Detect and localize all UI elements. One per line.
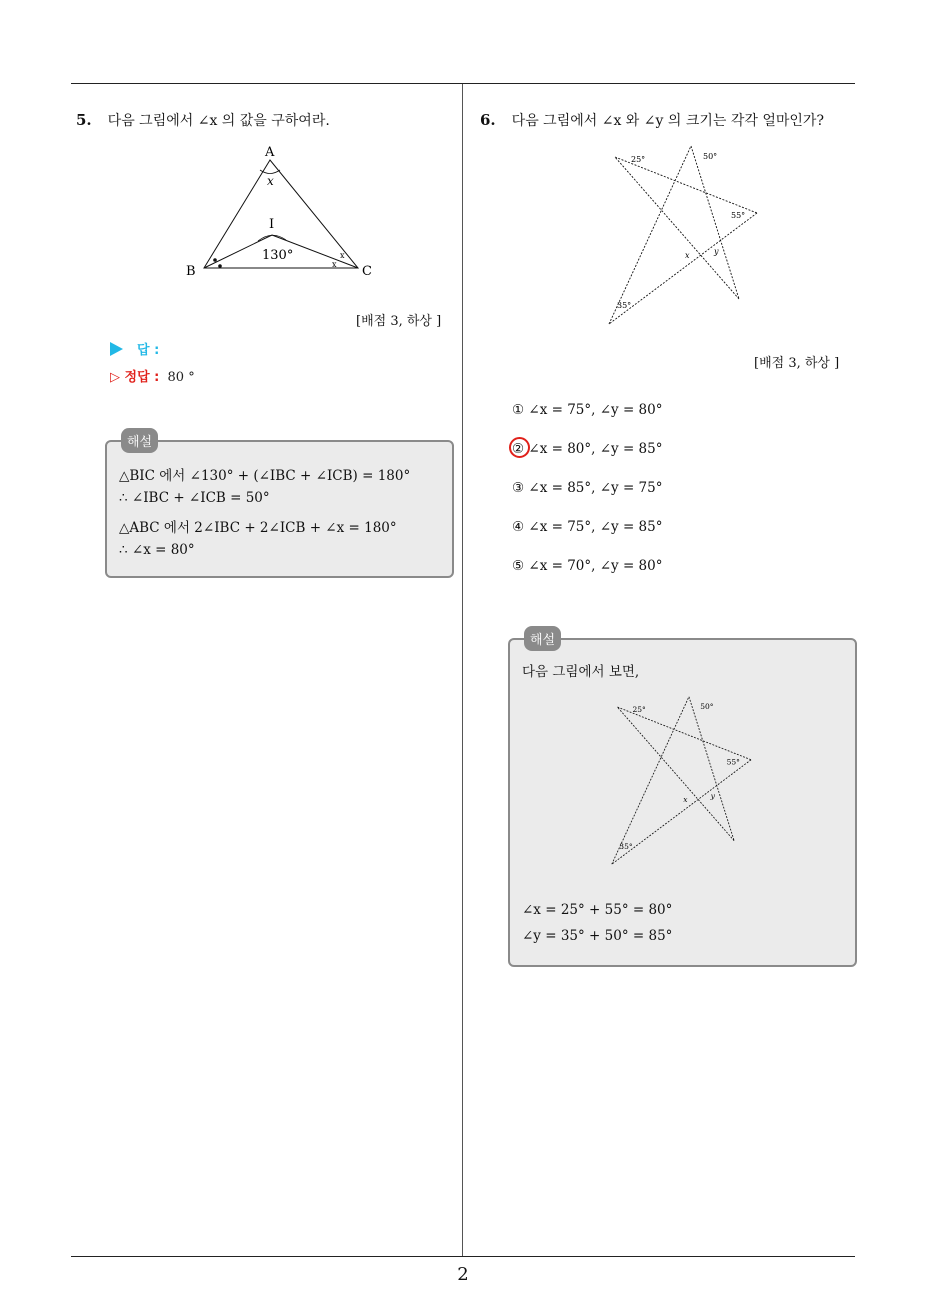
column-divider — [462, 84, 463, 1257]
q5-question: 다음 그림에서 ∠x 의 값을 구하여라. — [107, 113, 330, 129]
page-number: 2 — [457, 1264, 469, 1285]
svg-text:x: x — [340, 251, 345, 260]
q6-y-label: y — [714, 247, 719, 256]
q5-explanation-tag: 해설 — [121, 428, 158, 453]
q6-choice-2[interactable]: ② ∠x = 80°, ∠y = 85° — [512, 441, 663, 457]
q5-answer-row — [110, 339, 159, 358]
q6-figure — [605, 142, 775, 327]
q5-label-C: C — [362, 264, 372, 279]
q6-choice-5[interactable]: ⑤ ∠x = 70°, ∠y = 80° — [512, 558, 663, 574]
q6-exp-angle-25: 25° — [632, 704, 646, 714]
q5-correct-label: ▷ 정답 : — [110, 370, 160, 385]
q6-choice-4[interactable]: ④ ∠x = 75°, ∠y = 85° — [512, 519, 663, 535]
q6-question: 다음 그림에서 ∠x 와 ∠y 의 크기는 각각 얼마인가? — [511, 113, 824, 129]
top-rule — [71, 83, 855, 84]
q6-choice-3[interactable]: ③ ∠x = 85°, ∠y = 75° — [512, 480, 663, 496]
q5-label-B: B — [186, 264, 196, 279]
q6-x-label: x — [685, 251, 690, 260]
q5-explanation-line-2: ∴ ∠IBC + ∠ICB = 50° — [119, 490, 270, 506]
q5-explanation-line-4: ∴ ∠x = 80° — [119, 542, 195, 558]
q5-label-I: I — [269, 217, 275, 232]
q6-explanation-figure — [608, 690, 768, 870]
q5-figure — [180, 140, 400, 290]
q5-label-A: A — [265, 145, 275, 160]
q6-exp-angle-50: 50° — [700, 701, 714, 711]
q5-number: 5. — [76, 111, 92, 129]
q6-explanation-intro: 다음 그림에서 보면, — [522, 664, 640, 680]
bottom-rule — [71, 1256, 855, 1257]
q6-explanation-line-2: ∠y = 35° + 50° = 85° — [522, 928, 673, 944]
q6-explanation-tag: 해설 — [524, 626, 561, 651]
q5-explanation-line-1: △BIC 에서 ∠130° + (∠IBC + ∠ICB) = 180° — [119, 468, 411, 484]
svg-text:x: x — [332, 260, 337, 269]
q5-x-label: x — [267, 174, 274, 188]
selected-answer-circle — [509, 437, 530, 458]
q6-score: [배점 3, 하상 ] — [754, 356, 840, 371]
q6-header — [480, 110, 824, 130]
q5-header — [76, 110, 330, 130]
q6-choice-1[interactable]: ① ∠x = 75°, ∠y = 80° — [512, 402, 663, 418]
q6-explanation-box — [508, 633, 857, 967]
q6-exp-y-label: y — [710, 791, 715, 801]
q6-explanation-line-1: ∠x = 25° + 55° = 80° — [522, 902, 673, 918]
q5-angle-label: 130° — [262, 248, 294, 263]
q5-correct-value: 80 ° — [167, 370, 195, 385]
q6-number: 6. — [480, 111, 496, 129]
q5-correct-row — [110, 366, 195, 385]
q6-angle-55: 55° — [731, 211, 746, 220]
q5-explanation-box — [105, 435, 454, 578]
play-icon — [110, 342, 123, 356]
q6-angle-35: 35° — [617, 301, 632, 310]
q5-answer-label: 답 : — [137, 343, 160, 358]
q6-exp-angle-55: 55° — [726, 757, 740, 767]
q6-exp-angle-35: 35° — [619, 842, 633, 852]
q5-score: [배점 3, 하상 ] — [356, 314, 442, 329]
q5-explanation-line-3: △ABC 에서 2∠IBC + 2∠ICB + ∠x = 180° — [119, 520, 397, 536]
q6-exp-x-label: x — [683, 795, 688, 805]
q6-angle-50: 50° — [703, 152, 718, 161]
q6-angle-25: 25° — [631, 155, 646, 164]
